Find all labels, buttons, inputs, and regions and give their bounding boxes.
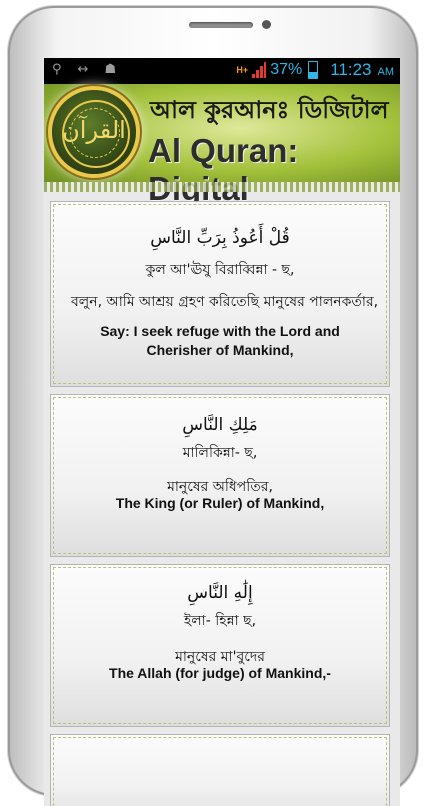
app-header — [44, 84, 400, 182]
android-debug-icon: ☗ — [104, 62, 117, 77]
verse-transliteration: কুল আ'ঊযু বিরাব্বিন্না - ছ, — [145, 262, 295, 278]
verse-transliteration: মালিকিন্না- ছ, — [182, 445, 258, 461]
verse-bengali: মানুষের অধিপতির, — [167, 479, 273, 495]
verse-card[interactable] — [50, 201, 390, 387]
verse-english: The King (or Ruler) of Mankind, — [115, 495, 325, 511]
quran-logo — [52, 90, 136, 174]
sync-icon: ↔ — [77, 62, 89, 77]
verse-card[interactable] — [50, 394, 390, 557]
header-border-decoration — [44, 182, 400, 192]
verse-card[interactable] — [50, 734, 390, 806]
battery-percentage: 37% — [270, 61, 303, 78]
app-title-bengali: আল কুরআনঃ ডিজিটাল — [150, 96, 389, 124]
verse-arabic: قُلْ أَعُوذُ بِرَبِّ النَّاسِ — [150, 228, 290, 248]
network-type: H+ — [236, 64, 249, 75]
front-camera — [262, 20, 271, 29]
verse-bengali: বলুন, আমি আশ্রয় গ্রহণ করিতেছি মানুষের পালনকর্তার, — [71, 294, 379, 310]
speaker-grille — [189, 22, 253, 28]
verse-arabic: إِلَٰهِ النَّاسِ — [187, 583, 253, 603]
verse-arabic: مَلِكِ النَّاسِ — [182, 415, 258, 435]
battery-icon — [308, 61, 318, 79]
verse-english: Say: I seek refuge with the Lord and Cherisher of Mankind, — [100, 323, 340, 358]
verse-english: The Allah (for judge) of Mankind,- — [109, 665, 331, 681]
logo-calligraphy: القرآن — [62, 116, 126, 144]
clock-ampm: AM — [377, 66, 394, 78]
status-bar — [44, 58, 400, 84]
verse-card[interactable] — [50, 564, 390, 727]
app-title-english: Al Quran: — [148, 132, 299, 169]
clock-time: 11:23 — [330, 60, 372, 79]
screen — [44, 58, 400, 806]
verse-transliteration: ইলা- হিন্না ছ, — [183, 613, 257, 629]
signal-icon — [252, 62, 266, 78]
usb-icon: ⚲ — [52, 62, 62, 77]
verse-bengali: মানুষের মা'বুদের — [175, 649, 265, 665]
phone-frame — [8, 6, 418, 796]
